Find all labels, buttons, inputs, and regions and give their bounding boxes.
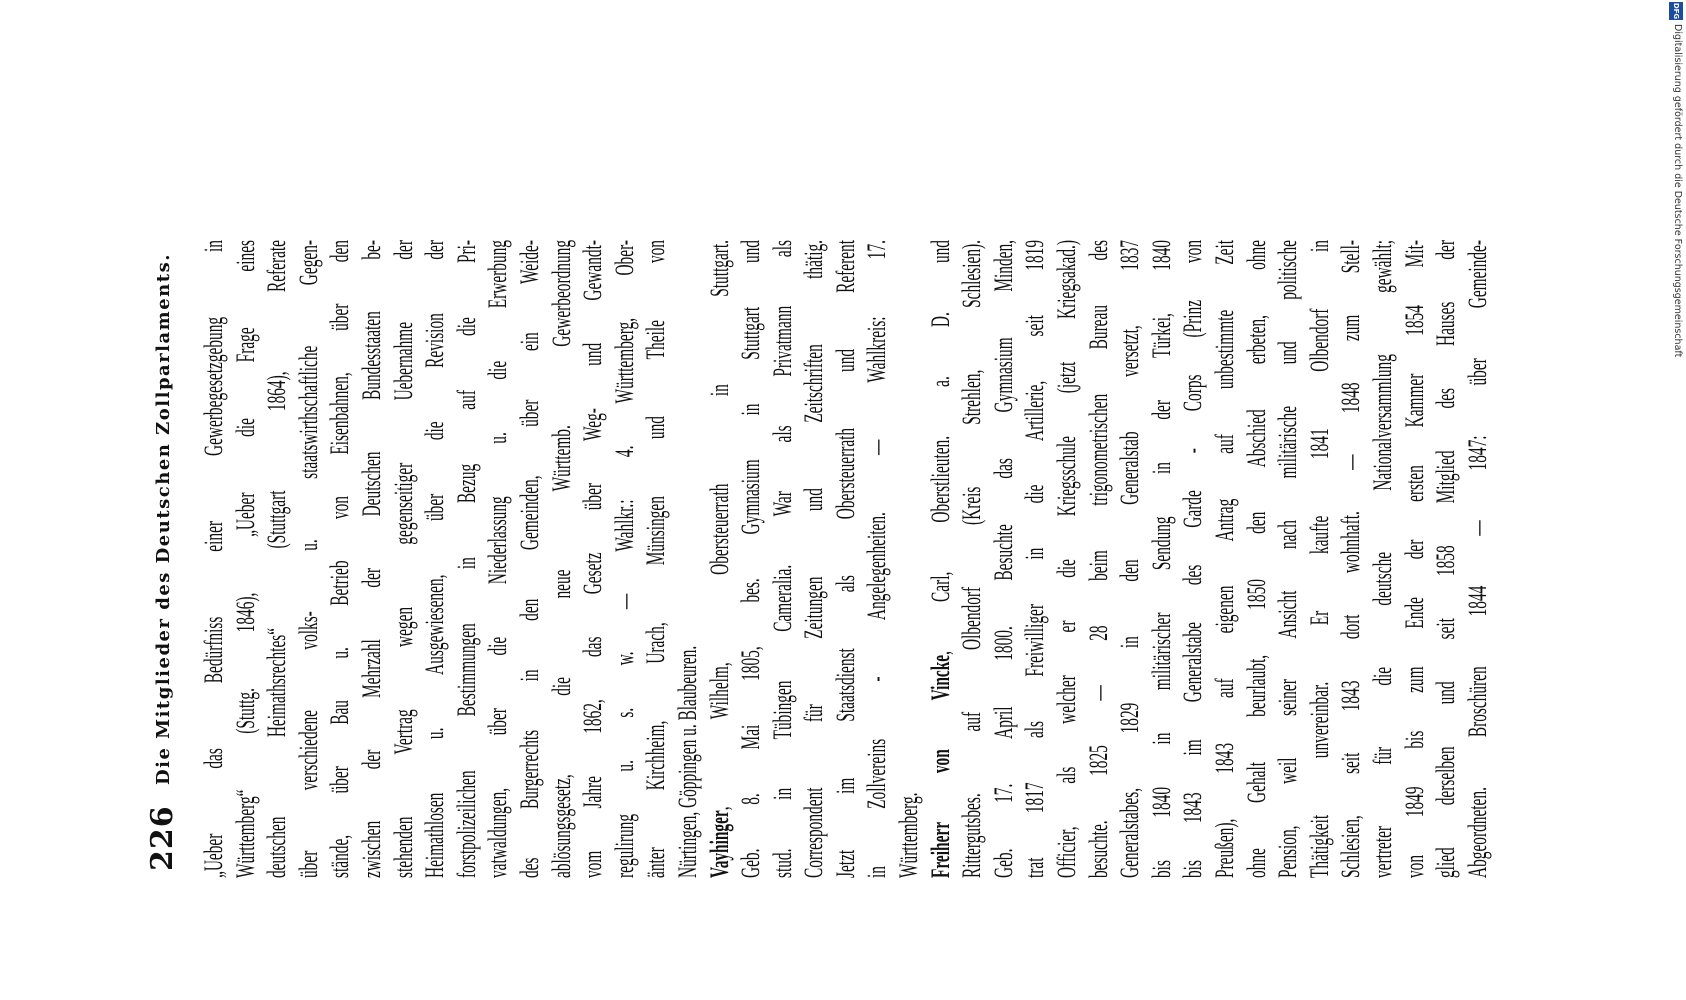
text-line: Preußen), 1843 auf eigenen Antrag auf unbestimmte Zeit (1209, 240, 1239, 878)
text-line: Geb. 17. April 1800. Besuchte das Gymnasium Minden, (987, 240, 1018, 878)
text-line: vatwaldungen, über die Niederlassung u. die Erwerbung (482, 240, 513, 878)
text-line: Correspondent für Zeitungen und Zeitschriften thätig. (798, 240, 829, 878)
text-line: regulirung u. s. w. — Wahlkr.: 4. Württemberg, Ober- (608, 240, 639, 878)
text-line: Nürtingen, Göppingen u. Blaubeuren. (671, 645, 702, 878)
text-line: Württemberg“ (Stuttg. 1846), „Ueber die Frage eines (229, 240, 260, 878)
text-line: vertreter für die deutsche Nationalversammlung gewählt; (1366, 240, 1397, 878)
text-line: über verschiedene volks- u. staatswirthschaftliche Gegen- (292, 240, 323, 878)
text-line: „Ueber das Bedürfniss einer Gewerbegesetzgebung in (198, 240, 228, 878)
text-line: deutschen Heimathsrechtes“ (Stuttgart 1864), Referate (261, 240, 292, 878)
entry-name: Vayhinger (703, 810, 734, 878)
text-line: Schlesien, seit 1843 dort wohnhaft. — 1848 zum Stell- (1335, 240, 1366, 878)
text-line: von 1849 bis zum Ende der ersten Kammer 1854 Mit- (1398, 240, 1429, 878)
text-line: trat 1817 als Freiwilliger in die Artillerie, seit 1819 (1019, 240, 1050, 878)
text-line: Generalstabes, 1829 in den Generalstab versetzt, 1837 (1114, 240, 1145, 878)
text-line: Heimathlosen u. Ausgewiesenen, über die Revision der (419, 240, 450, 878)
dfg-watermark (1669, 2, 1683, 997)
text-line: besuchte. 1825 — 28 beim trigonometrischen Bureau des (1082, 240, 1113, 878)
rotated-page (0, 240, 1686, 1000)
text-line: Geb. 8. Mai 1805, bes. Gymnasium in Stuttgart und (735, 240, 766, 878)
text-line: glied derselben und seit 1858 Mitglied des Hauses der (1430, 240, 1461, 878)
text-line: stehenden Vertrag wegen gegenseitiger Uebernahme der (387, 240, 418, 878)
text-line: Vayhinger, Wilhelm, Obersteuerrath in Stuttgart. (703, 240, 734, 878)
text-line: Jetzt im Staatsdienst als Obersteuerrath und Referent (829, 240, 860, 878)
text-line: des Burgerrechts in den Gemeinden, über ein Weide- (513, 240, 544, 878)
text-line: stände, über Bau u. Betrieb von Eisenbahnen, über den (324, 240, 355, 878)
text-line: Officier, als welcher er die Kriegsschule (jetzt Kriegsakad.) (1051, 240, 1082, 878)
text-line: Rittergutsbes. auf Olbendorf (Kreis Strehlen, Schlesien). (956, 240, 987, 878)
body-text (198, 240, 1493, 878)
text-line: änter Kirchheim, Urach, Münsingen und Theile von (640, 240, 671, 878)
entry-name: Freiherr von Vincke (924, 654, 955, 878)
text-line: Abgeordneten. Broschüren 1844 — 1847: über Gemeinde- (1461, 240, 1492, 878)
text-line: Württemberg. (893, 792, 924, 878)
text-line: ablösungsgesetz, die neue Württemb. Gewerbeordnung (545, 240, 576, 878)
text-line: zwischen der Mehrzahl der Deutschen Bundesstaaten be- (355, 240, 386, 878)
text-line: bis 1843 im Generalstabe des Garde - Corps (Prinz von (1177, 240, 1208, 878)
text-line: stud. in Tübingen Cameralia. War als Privatmann als (766, 240, 797, 878)
text-line: vom Jahre 1862, das Gesetz über Weg- und Gewandt- (577, 240, 608, 878)
watermark-text: Digitalisierung gefördert durch die Deutsche Forschungsgemeinschaft (1672, 24, 1683, 358)
running-title: Die Mitglieder des Deutschen Zollparlaments. (153, 253, 174, 785)
page-number: 226 (145, 805, 180, 871)
text-line: Freiherr von Vincke, Carl, Oberstlieuten. a. D. und (924, 240, 955, 878)
text-line: forstpolizeilichen Bestimmungen in Bezug auf die Pri- (450, 240, 481, 878)
dfg-logo-icon: DFG (1669, 2, 1683, 20)
text-line: in Zollvereins - Angelegenheiten. — Wahlkreis: 17. (861, 240, 892, 878)
text-line: ohne Gehalt beurlaubt, 1850 den Abschied erbeten, ohne (1240, 240, 1271, 878)
text-line: Pension, weil seiner Ansicht nach militärische und politische (1272, 240, 1303, 878)
text-line: bis 1840 in militärischer Sendung in der Türkei, 1840 (1145, 240, 1176, 878)
text-line: Thätigkeit unvereinbar. Er kaufte 1841 Olbendorf in (1303, 240, 1334, 878)
